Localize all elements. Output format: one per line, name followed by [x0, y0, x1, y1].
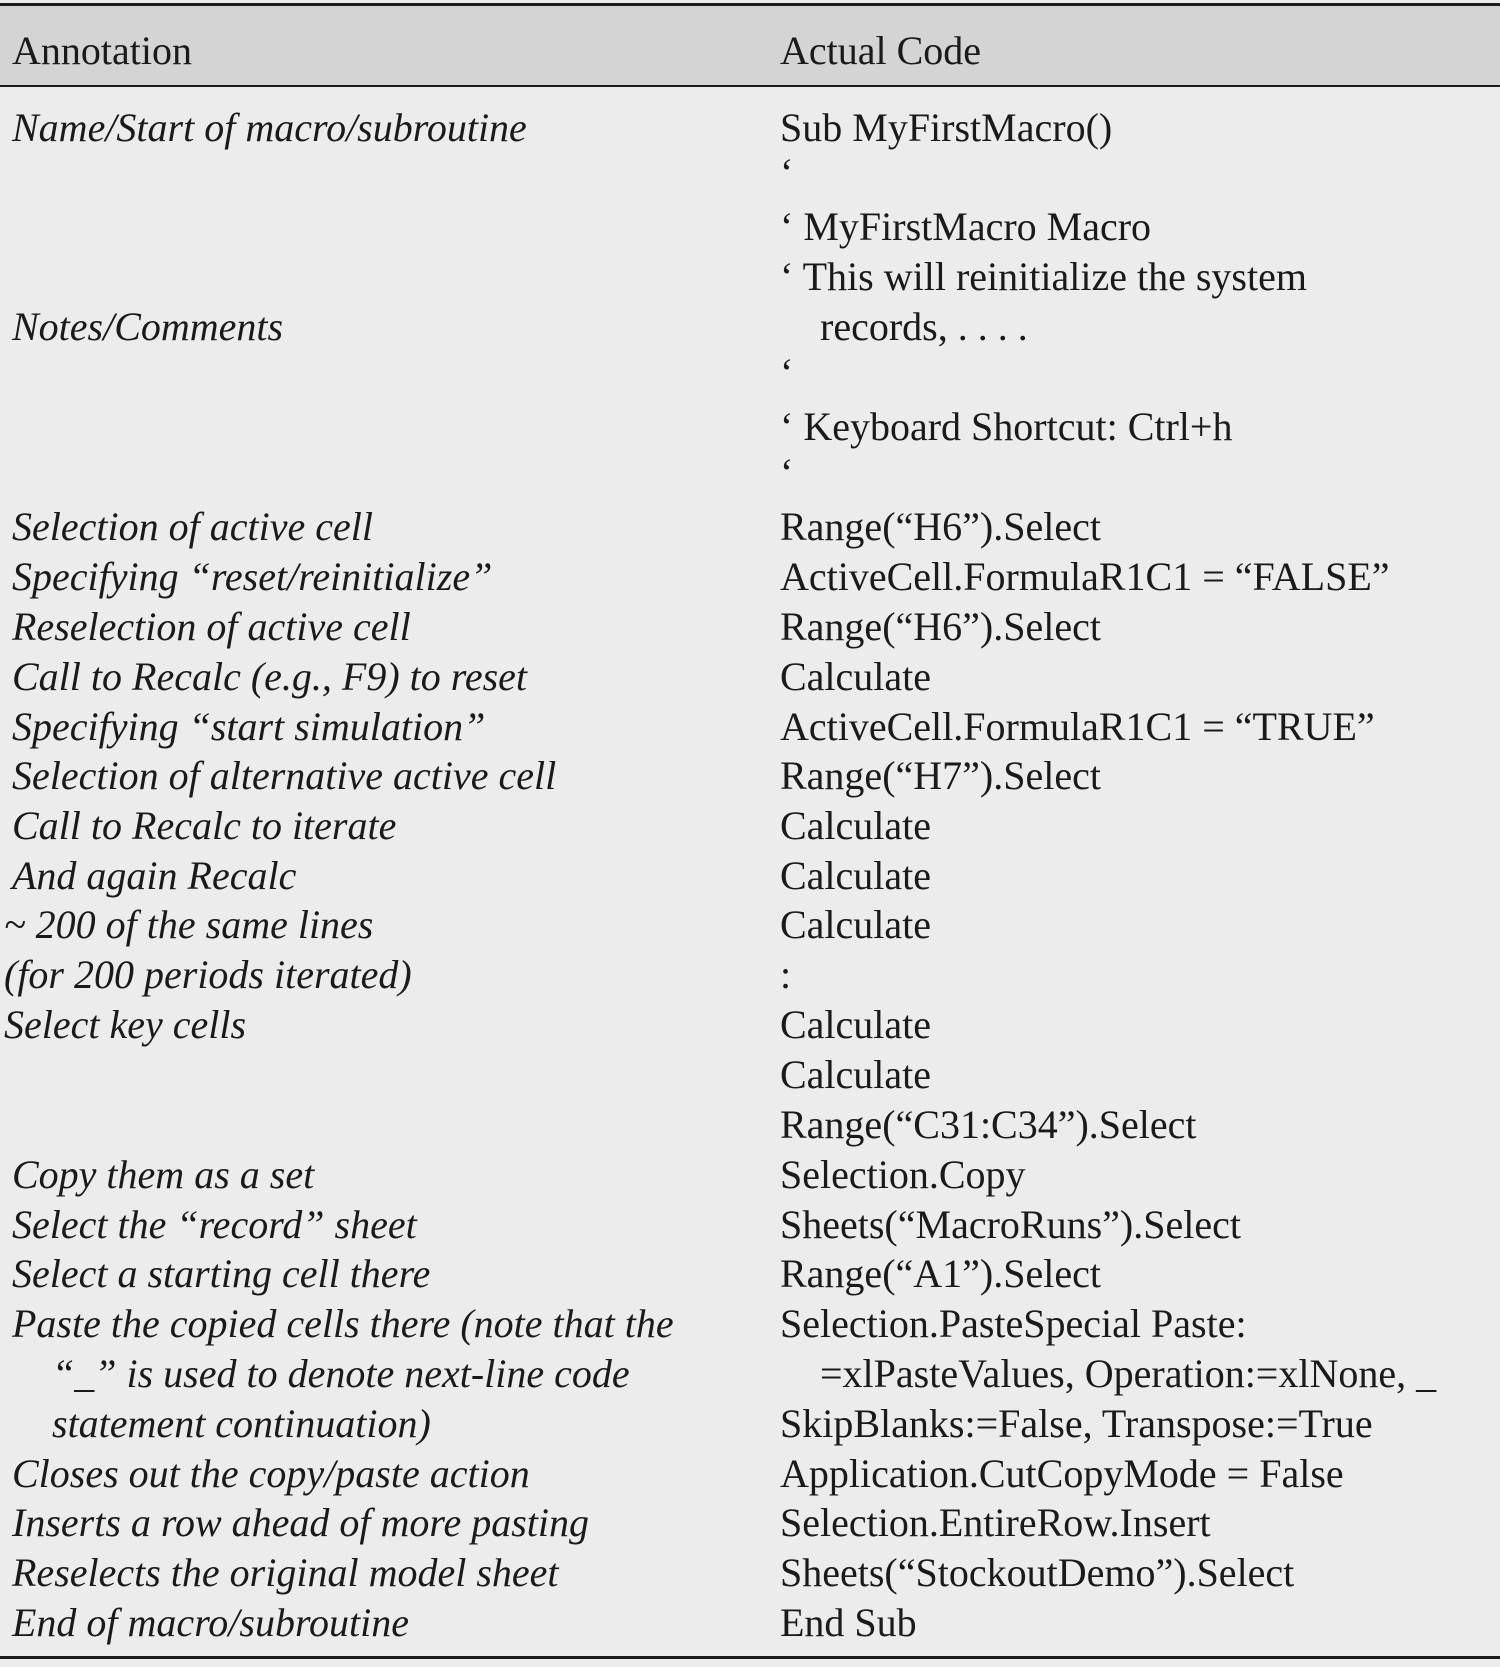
code-line: ActiveCell.FormulaR1C1 = “TRUE” [780, 704, 1375, 749]
annotation-cell: And again Recalc [12, 853, 297, 898]
annotation-cell: “_” is used to denote next-line code [52, 1351, 630, 1396]
annotation-cell: Reselects the original model sheet [12, 1550, 559, 1595]
code-line: Calculate [780, 1052, 932, 1097]
code-line: : [780, 952, 792, 997]
code-line: Calculate [780, 1002, 932, 1047]
annotation-cell: Select the “record” sheet [12, 1202, 417, 1247]
annotation-cell: Call to Recalc to iterate [12, 803, 397, 848]
header-actual-code: Actual Code [780, 28, 982, 73]
code-line: Selection.Copy [780, 1152, 1026, 1197]
code-line: ‘ Keyboard Shortcut: Ctrl+h [780, 404, 1233, 449]
code-line: Range(“H7”).Select [780, 753, 1101, 798]
code-line: Calculate [780, 803, 932, 848]
code-line: =xlPasteValues, Operation:=xlNone, _ [820, 1351, 1437, 1396]
code-line: Sub MyFirstMacro() [780, 105, 1113, 150]
annotation-cell: Select key cells [4, 1002, 247, 1047]
annotation-cell: Selection of active cell [12, 504, 373, 549]
code-line: Range(“A1”).Select [780, 1251, 1101, 1296]
table-header [0, 6, 1500, 85]
code-line: ‘ MyFirstMacro Macro [780, 204, 1152, 249]
code-line: Calculate [780, 853, 932, 898]
code-line: Sheets(“MacroRuns”).Select [780, 1202, 1241, 1247]
code-line: Calculate [780, 654, 932, 699]
annotation-cell: Paste the copied cells there (note that the [12, 1301, 674, 1346]
code-line: Application.CutCopyMode = False [780, 1451, 1344, 1496]
code-line: End Sub [780, 1600, 917, 1645]
code-line: Range(“H6”).Select [780, 604, 1101, 649]
code-line: ActiveCell.FormulaR1C1 = “FALSE” [780, 554, 1390, 599]
bottom-rule [0, 1656, 1500, 1659]
annotation-cell: Specifying “start simulation” [12, 704, 486, 749]
code-line: records, . . . . [820, 304, 1028, 349]
annotation-cell: End of macro/subroutine [12, 1600, 410, 1645]
annotation-cell: Notes/Comments [12, 304, 284, 349]
annotation-cell: Copy them as a set [12, 1152, 315, 1197]
code-line: ‘ [780, 350, 794, 395]
annotation-cell: Select a starting cell there [12, 1251, 431, 1296]
annotation-cell: Reselection of active cell [12, 604, 411, 649]
code-line: Calculate [780, 902, 932, 947]
annotation-cell: Call to Recalc (e.g., F9) to reset [12, 654, 528, 699]
annotation-cell: (for 200 periods iterated) [4, 952, 412, 997]
code-line: SkipBlanks:=False, Transpose:=True [780, 1401, 1373, 1446]
header-annotation: Annotation [12, 28, 192, 73]
annotation-cell: ~ 200 of the same lines [4, 902, 374, 947]
annotation-cell: Closes out the copy/paste action [12, 1451, 530, 1496]
code-line: Range(“H6”).Select [780, 504, 1101, 549]
annotation-cell: Specifying “reset/reinitialize” [12, 554, 493, 599]
code-line: Selection.EntireRow.Insert [780, 1500, 1211, 1545]
annotation-cell: Name/Start of macro/subroutine [12, 105, 527, 150]
code-line: ‘ [780, 150, 794, 195]
annotation-cell: Inserts a row ahead of more pasting [12, 1500, 590, 1545]
code-line: ‘ [780, 450, 794, 495]
code-line: ‘ This will reinitialize the system [780, 254, 1307, 299]
header-rule [0, 85, 1500, 87]
annotation-cell: Selection of alternative active cell [12, 753, 557, 798]
code-line: Selection.PasteSpecial Paste: [780, 1301, 1247, 1346]
code-line: Range(“C31:C34”).Select [780, 1102, 1197, 1147]
code-line: Sheets(“StockoutDemo”).Select [780, 1550, 1295, 1595]
annotation-cell: statement continuation) [52, 1401, 431, 1446]
